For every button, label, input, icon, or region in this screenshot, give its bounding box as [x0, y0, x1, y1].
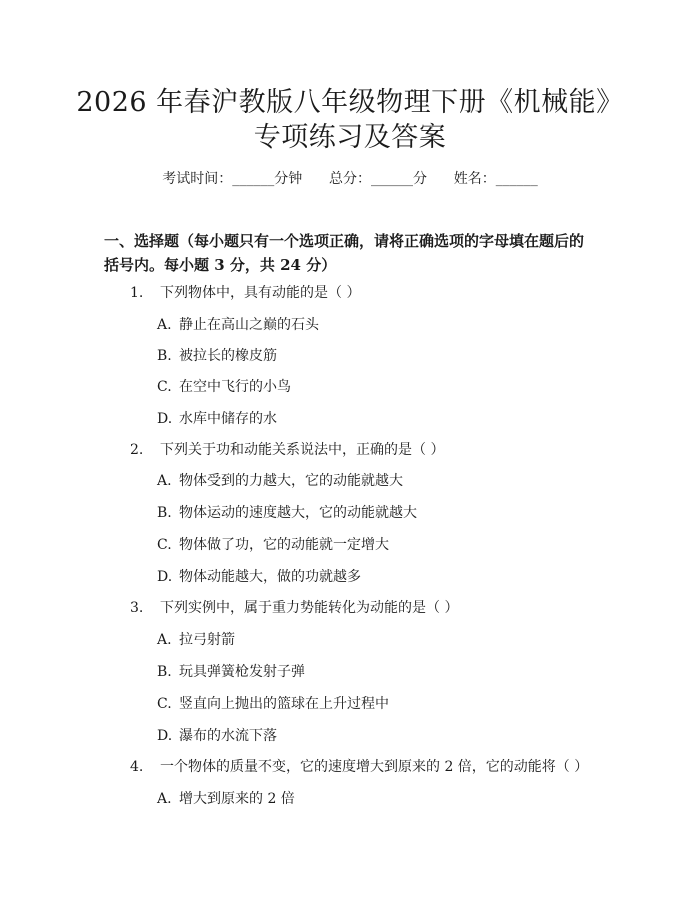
question-text: 下列实例中，属于重力势能转化为动能的是（ ） — [160, 600, 459, 616]
question-text: 一个物体的质量不变，它的速度增大到原来的 2 倍，它的动能将（ ） — [160, 759, 589, 775]
option-text: 瀑布的水流下落 — [179, 728, 277, 744]
question-2-option-b — [157, 503, 417, 523]
option-text: 水库中储存的水 — [179, 411, 277, 427]
option-text: 物体运动的速度越大，它的动能就越大 — [179, 505, 417, 521]
question-4-option-a — [157, 789, 295, 809]
question-3-option-a — [157, 630, 235, 650]
question-number: 2. — [130, 442, 144, 458]
question-1-option-b — [157, 346, 277, 366]
option-letter: C. — [157, 696, 172, 712]
document-title-line-1: 2026 年春沪教版八年级物理下册《机械能》 — [76, 87, 624, 118]
option-letter: D. — [157, 411, 173, 427]
option-letter: B. — [157, 664, 172, 680]
option-letter: C. — [157, 537, 172, 553]
question-3 — [130, 598, 458, 618]
question-2 — [130, 440, 444, 460]
option-letter: A. — [157, 473, 172, 489]
question-1-option-a — [157, 315, 319, 335]
question-4 — [130, 757, 588, 777]
option-letter: B. — [157, 505, 172, 521]
question-number: 4. — [130, 759, 144, 775]
option-text: 增大到原来的 2 倍 — [179, 791, 295, 807]
section-heading: 一、选择题（每小题只有一个选项正确，请将正确选项的字母填在题后的括号内。每小题 3 分，共 24 分） — [104, 232, 585, 274]
option-text: 玩具弹簧枪发射子弹 — [179, 664, 305, 680]
document-title-line-2: 专项练习及答案 — [253, 122, 447, 153]
question-number: 1. — [130, 285, 144, 301]
option-text: 物体受到的力越大，它的动能就越大 — [179, 473, 403, 489]
option-letter: A. — [157, 317, 172, 333]
option-letter: C. — [157, 379, 172, 395]
question-text: 下列物体中，具有动能的是（ ） — [160, 285, 361, 301]
question-2-option-d — [157, 567, 361, 587]
option-text: 被拉长的橡皮筋 — [179, 348, 277, 364]
option-text: 竖直向上抛出的篮球在上升过程中 — [179, 696, 389, 712]
question-3-option-d — [157, 726, 277, 746]
question-1 — [130, 283, 360, 303]
question-2-option-a — [157, 471, 403, 491]
question-3-option-c — [157, 694, 389, 714]
option-letter: D. — [157, 569, 173, 585]
question-1-option-d — [157, 409, 277, 429]
question-number: 3. — [130, 600, 144, 616]
option-letter: D. — [157, 728, 173, 744]
option-text: 物体做了功，它的动能就一定增大 — [179, 537, 389, 553]
question-3-option-b — [157, 662, 305, 682]
question-1-option-c — [157, 377, 291, 397]
option-letter: A. — [157, 791, 172, 807]
option-letter: A. — [157, 632, 172, 648]
option-letter: B. — [157, 348, 172, 364]
question-2-option-c — [157, 535, 389, 555]
question-text: 下列关于功和动能关系说法中，正确的是（ ） — [160, 442, 445, 458]
option-text: 静止在高山之巅的石头 — [179, 317, 319, 333]
option-text: 在空中飞行的小鸟 — [179, 379, 291, 395]
option-text: 拉弓射箭 — [179, 632, 235, 648]
exam-info-line: 考试时间：______分钟 总分：______分 姓名：______ — [162, 171, 538, 187]
option-text: 物体动能越大，做的功就越多 — [179, 569, 361, 585]
